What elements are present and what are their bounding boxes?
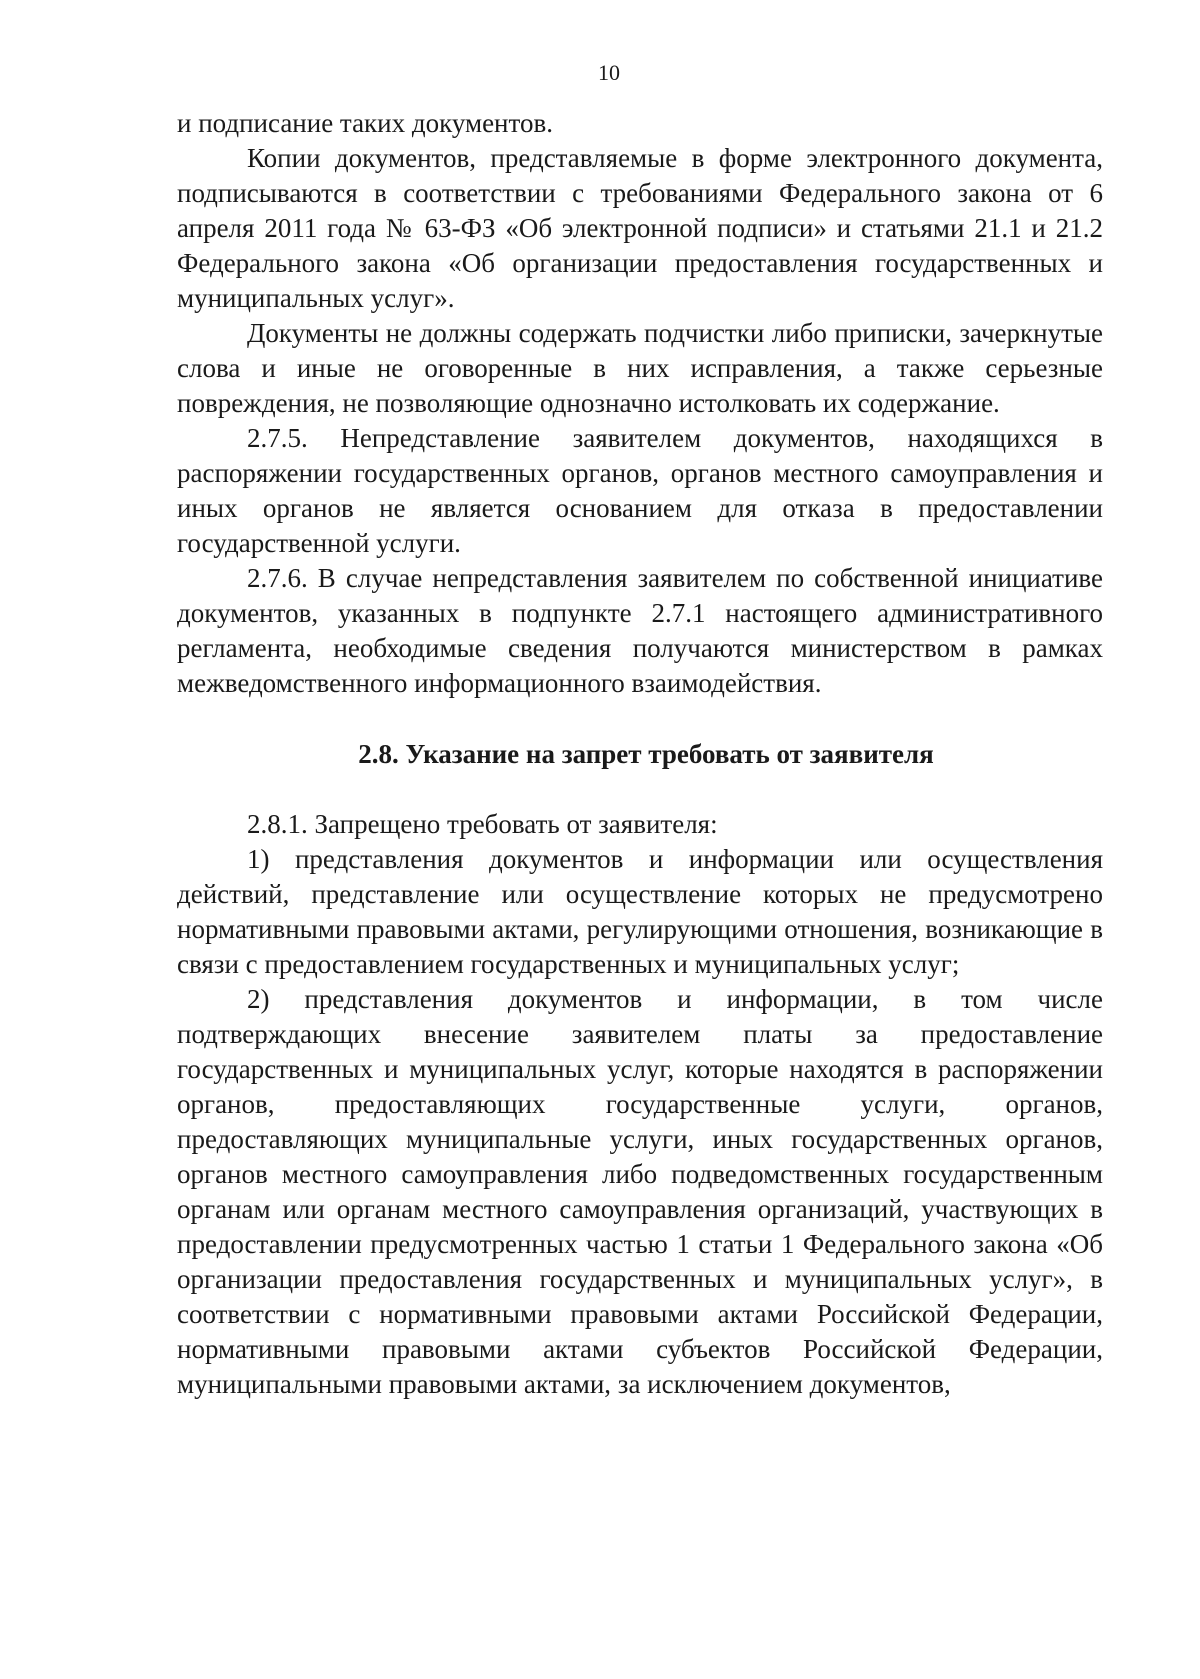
paragraph-electronic-copies: Копии документов, представляемые в форме электронного документа, подписываются в соответствии с требованиями Федерального закона от 6 апреля 2011 года № 63-ФЗ «Об электронной подписи» и статьями 21.1 и 21.2 Федерального закона «Об организации предоставления государственных и муниципальных услуг». bbox=[177, 143, 1103, 313]
list-item-2: 2) представления документов и информации, в том числе подтверждающих внесение заявителем платы за предоставление государственных и муниципальных услуг, которые находятся в распоряжении органов, предоставляющих государственные услуги, органов, предоставляющих муниципальные услуги, иных государственных органов, органов местного самоуправления либо подведомственных государственным органам или органам местного самоуправления организаций, участвующих в предоставлении предусмотренных частью 1 статьи 1 Федерального закона «Об организации предоставления государственных и муниципальных услуг», в соответствии с нормативными правовыми актами Российской Федерации, нормативными правовыми актами субъектов Российской Федерации, муниципальными правовыми актами, за исключением документов, bbox=[177, 984, 1103, 1399]
paragraph-continuation: и подписание таких документов. bbox=[177, 108, 553, 138]
page-number: 10 bbox=[598, 60, 620, 85]
paragraph-document-requirements: Документы не должны содержать подчистки либо приписки, зачеркнутые слова и иные не оговоренные в них исправления, а также серьезные повреждения, не позволяющие однозначно истолковать их содержание. bbox=[177, 318, 1103, 418]
section-heading-2-8: 2.8. Указание на запрет требовать от заявителя bbox=[358, 739, 934, 769]
paragraph-2-7-5: 2.7.5. Непредставление заявителем документов, находящихся в распоряжении государственных органов, органов местного самоуправления и иных органов не является основанием для отказа в предоставлении государственной услуги. bbox=[177, 423, 1103, 558]
document-body bbox=[177, 106, 1103, 1402]
paragraph-2-8-1: 2.8.1. Запрещено требовать от заявителя: bbox=[247, 809, 718, 839]
paragraph-2-7-6: 2.7.6. В случае непредставления заявителем по собственной инициативе документов, указанных в подпункте 2.7.1 настоящего административного регламента, необходимые сведения получаются министерством в рамках межведомственного информационного взаимодействия. bbox=[177, 563, 1103, 698]
list-item-1: 1) представления документов и информации или осуществления действий, представление или осуществление которых не предусмотрено нормативными правовыми актами, регулирующими отношения, возникающие в связи с предоставлением государственных и муниципальных услуг; bbox=[177, 844, 1103, 979]
